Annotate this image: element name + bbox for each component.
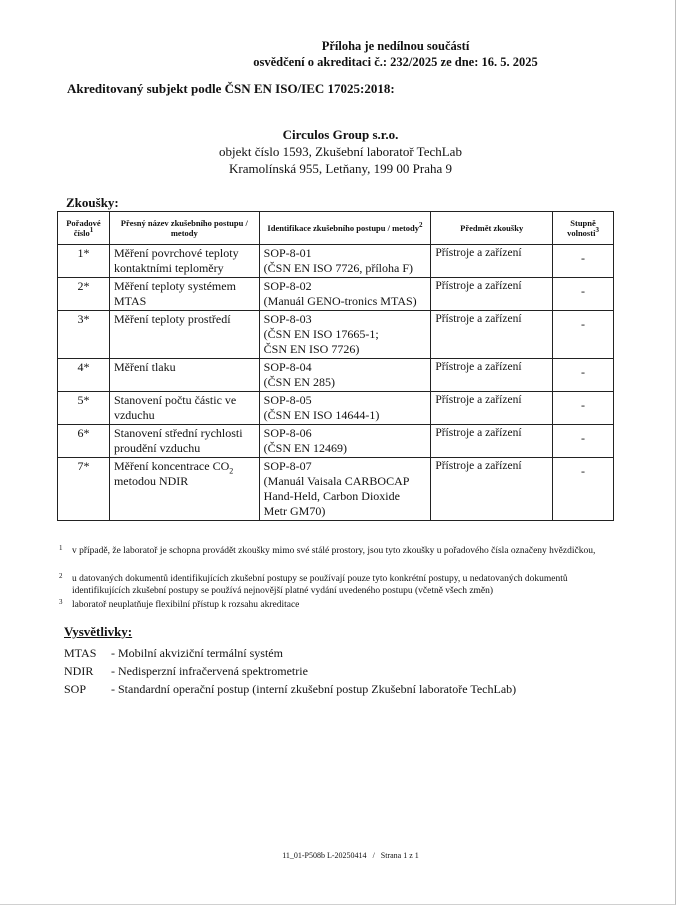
header-ident: Identifikace zkušebního postupu / metody$^2$	[259, 212, 431, 245]
table-row	[58, 278, 614, 311]
row-subject: Přístroje a zařízení	[431, 359, 553, 392]
row-name: Měření tlaku	[109, 359, 259, 392]
row-number: 7*	[58, 458, 110, 521]
footnote-2	[59, 573, 619, 597]
table-row	[58, 458, 614, 521]
accredited-subject-heading: Akreditovaný subjekt podle ČSN EN ISO/IEC 17025:2018:	[67, 81, 395, 96]
row-number: 5*	[58, 392, 110, 425]
row-freedom: -	[553, 425, 614, 458]
row-name: Stanovení počtu částic ve vzduchu	[109, 392, 259, 425]
page-footer	[0, 851, 681, 860]
explanation-abbr: NDIR	[64, 664, 94, 678]
footnote-1	[59, 545, 619, 557]
table-row	[58, 425, 614, 458]
row-ident: SOP-8-02 (Manuál GENO-tronics MTAS)	[259, 278, 431, 311]
header-subject: Předmět zkoušky	[431, 212, 553, 245]
footer-code: 11_01-P508b L-20250414	[282, 851, 367, 860]
tests-table	[57, 211, 614, 521]
header-line-2: osvědčení o akreditaci č.: 232/2025 ze dne: 16. 5. 2025	[253, 55, 538, 69]
footnote-mark: 3	[59, 598, 63, 606]
row-freedom: -	[553, 245, 614, 278]
row-subject: Přístroje a zařízení	[431, 458, 553, 521]
row-ident: SOP-8-01 (ČSN EN ISO 7726, příloha F)	[259, 245, 431, 278]
table-row	[58, 311, 614, 359]
row-freedom: -	[553, 392, 614, 425]
row-name: Měření povrchové teploty kontaktními teploměry	[109, 245, 259, 278]
row-freedom: -	[553, 311, 614, 359]
row-number: 4*	[58, 359, 110, 392]
explanation-desc: - Standardní operační postup (interní zkušební postup Zkušební laboratoře TechLab)	[111, 682, 517, 696]
row-subject: Přístroje a zařízení	[431, 392, 553, 425]
row-number: 2*	[58, 278, 110, 311]
row-name: Měření teploty prostředí	[109, 311, 259, 359]
table-row	[58, 245, 614, 278]
explanation-desc: - Mobilní akviziční termální systém	[111, 646, 283, 660]
footnote-text: u datovaných dokumentů identifikujících zkušební postupy se používají pouze tyto konkrétní postupy, u nedatovaných dokumentů identifikujících zkušební postupy se používá nejnovější platné vydání uvedeného postupu (včetně všech změn)	[72, 574, 568, 596]
company-object: objekt číslo 1593, Zkušební laboratoř TechLab	[219, 144, 462, 159]
row-freedom: -	[553, 278, 614, 311]
footnote-text: laboratoř neuplatňuje flexibilní přístup k rozsahu akreditace	[72, 600, 300, 610]
row-freedom: -	[553, 359, 614, 392]
row-name: Měření teploty systémem MTAS	[109, 278, 259, 311]
row-name: Měření koncentrace $CO_2$ metodou NDIR	[109, 458, 259, 521]
row-name: Stanovení střední rychlosti proudění vzduchu	[109, 425, 259, 458]
footer-page-number: Strana 1 z 1	[380, 851, 419, 860]
document-header	[0, 38, 681, 70]
explanation-item	[64, 664, 308, 679]
section-title: Zkoušky:	[66, 195, 119, 210]
company-block	[0, 126, 681, 177]
footnote-mark: 1	[59, 544, 63, 552]
row-number: 3*	[58, 311, 110, 359]
row-number: 1*	[58, 245, 110, 278]
row-subject: Přístroje a zařízení	[431, 311, 553, 359]
row-number: 6*	[58, 425, 110, 458]
table-row	[58, 359, 614, 392]
table-header-row	[58, 212, 614, 245]
footnote-text: v případě, že laboratoř je schopna provádět zkoušky mimo své stálé prostory, jsou tyto zkoušky u pořadového čísla označeny hvězdičkou,	[72, 546, 596, 556]
footer-separator: /	[372, 851, 375, 860]
header-order: Pořadové číslo$^1$	[58, 212, 110, 245]
explanation-item	[64, 646, 283, 661]
footnote-mark: 2	[59, 572, 63, 580]
row-ident: SOP-8-05 (ČSN EN ISO 14644-1)	[259, 392, 431, 425]
row-freedom: -	[553, 458, 614, 521]
row-ident: SOP-8-07 (Manuál Vaisala CARBOCAP Hand-Held, Carbon Dioxide Metr GM70)	[259, 458, 431, 521]
company-name: Circulos Group s.r.o.	[282, 127, 399, 142]
row-subject: Přístroje a zařízení	[431, 278, 553, 311]
row-ident: SOP-8-04 (ČSN EN 285)	[259, 359, 431, 392]
table-row	[58, 392, 614, 425]
header-name: Přesný název zkušebního postupu / metody	[109, 212, 259, 245]
explanations-title: Vysvětlivky:	[64, 624, 133, 639]
footnote-3	[59, 599, 619, 611]
row-ident: SOP-8-06 (ČSN EN 12469)	[259, 425, 431, 458]
explanation-item	[64, 682, 516, 697]
header-line-1: Příloha je nedílnou součástí	[321, 39, 470, 53]
explanation-desc: - Nedisperzní infračervená spektrometrie	[111, 664, 308, 678]
explanation-abbr: SOP	[64, 682, 87, 696]
row-ident: SOP-8-03 (ČSN EN ISO 17665-1; ČSN EN ISO 7726)	[259, 311, 431, 359]
row-subject: Přístroje a zařízení	[431, 425, 553, 458]
explanation-abbr: MTAS	[64, 646, 97, 660]
company-address: Kramolínská 955, Letňany, 199 00 Praha 9	[229, 161, 452, 176]
row-subject: Přístroje a zařízení	[431, 245, 553, 278]
header-freedom: Stupně volnosti$^3$	[553, 212, 614, 245]
